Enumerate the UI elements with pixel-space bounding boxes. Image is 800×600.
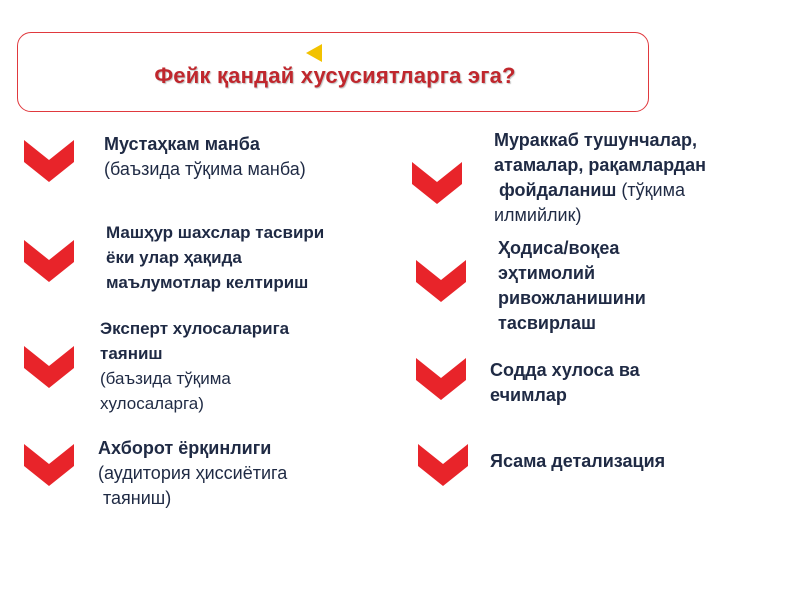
chevron-down-icon	[24, 444, 74, 486]
list-item	[490, 449, 665, 474]
item-heading-line: тасвирлаш	[498, 313, 596, 333]
item-heading-line: маълумотлар келтириш	[106, 273, 309, 292]
chevron-down-icon	[24, 240, 74, 282]
item-note: (баъзида тўқима манба)	[104, 159, 306, 179]
list-item	[498, 236, 646, 336]
chevron-down-icon	[412, 162, 462, 204]
item-heading-line: атамалар, рақамлардан	[494, 155, 707, 175]
speaker-icon[interactable]	[306, 44, 322, 62]
item-heading-line: таяниш	[100, 344, 163, 363]
item-mixed-line	[494, 178, 706, 203]
item-heading-line: ечимлар	[490, 385, 567, 405]
item-heading-line: Ҳодиса/воқеа	[498, 238, 620, 258]
item-heading-line: Эксперт хулосаларига	[100, 319, 290, 338]
item-heading-line: эҳтимолий	[498, 263, 596, 283]
item-note-line: (аудитория ҳиссиётига	[98, 463, 288, 483]
item-note-line: таяниш)	[98, 488, 172, 508]
chevron-down-icon	[418, 444, 468, 486]
item-heading-line: Машҳур шахслар тасвири	[106, 223, 325, 242]
list-item	[100, 316, 289, 416]
chevron-down-icon	[24, 346, 74, 388]
chevron-down-icon	[416, 260, 466, 302]
title-box	[17, 32, 649, 112]
page-title: Фейк қандай хусусиятларга эга?	[154, 63, 516, 88]
list-item	[98, 436, 287, 511]
item-heading-line: Содда хулоса ва	[490, 360, 640, 380]
list-item	[494, 128, 706, 228]
item-note-line: илмийлик)	[494, 205, 582, 225]
item-heading-part: фойдаланиш	[494, 180, 617, 200]
item-heading-line: ёки улар ҳақида	[106, 248, 242, 267]
chevron-down-icon	[416, 358, 466, 400]
item-note-line: (баъзида тўқима	[100, 369, 231, 388]
list-item	[104, 132, 306, 182]
item-note-part: (тўқима	[616, 180, 685, 200]
item-note-line: хулосаларга)	[100, 394, 204, 413]
item-heading-line: ривожланишини	[498, 288, 646, 308]
list-item	[490, 358, 640, 408]
list-item	[106, 220, 324, 295]
item-heading: Ясама детализация	[490, 451, 666, 471]
item-heading: Ахборот ёрқинлиги	[98, 438, 272, 458]
item-heading: Мустаҳкам манба	[104, 134, 260, 154]
item-heading-line: Мураккаб тушунчалар,	[494, 130, 697, 150]
chevron-down-icon	[24, 140, 74, 182]
